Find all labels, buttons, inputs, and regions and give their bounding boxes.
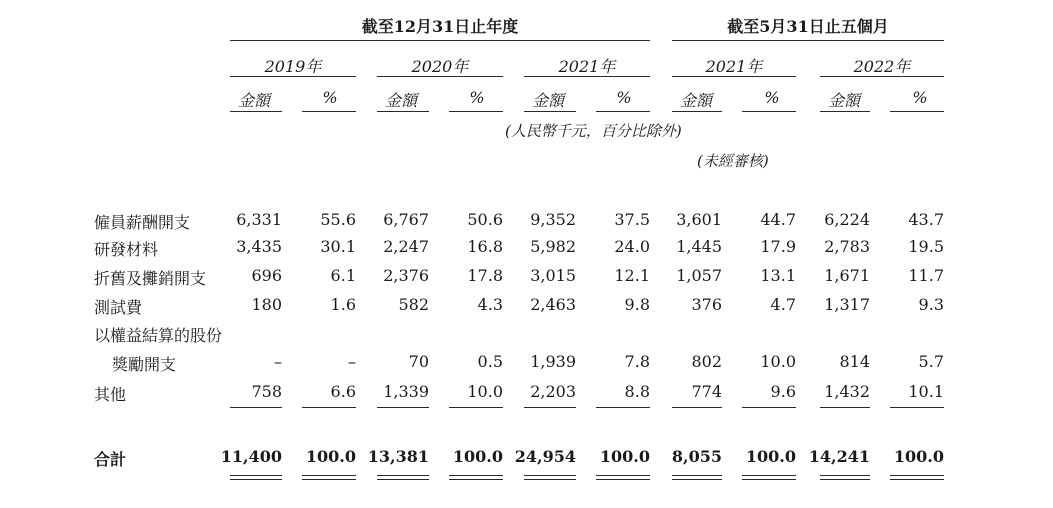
year-rule-2021-5m [672,76,796,77]
col-rule [449,111,503,112]
fiscal-year-group-rule [230,40,650,41]
table-row-0-cell-amount: 9,352 [530,210,576,229]
total-row-cell-pct: 100.0 [745,447,796,466]
table-row-0-cell-pct: 44.7 [760,210,796,229]
table-row-1-cell-amount: 2,783 [824,237,870,256]
table-row-1-cell-amount: 1,445 [676,237,722,256]
table-row-2-cell-pct: 12.1 [614,266,650,285]
total-double-rule [672,475,722,480]
subtotal-rule [742,407,796,408]
subtotal-rule [890,407,944,408]
year-rule-2020 [377,76,503,77]
five-month-group-rule [672,40,944,41]
table-row-5-cell-amount: 1,432 [824,382,870,401]
table-row-3-cell-pct: 9.3 [918,295,944,314]
col-rule [596,111,650,112]
year-rule-2019 [230,76,356,77]
table-row-1-cell-amount: 3,435 [236,237,282,256]
subtotal-rule [449,407,503,408]
total-double-rule [377,475,429,480]
table-row-0-cell-amount: 6,331 [236,210,282,229]
col-amount-header: 金額 [384,91,417,110]
table-row-2-cell-amount: 1,057 [676,266,722,285]
table-row-3-cell-amount: 376 [691,295,722,314]
table-row-1-cell-amount: 5,982 [530,237,576,256]
table-row-2-cell-pct: 17.8 [467,266,503,285]
col-pct-header: % [764,88,780,107]
table-row-1-cell-pct: 30.1 [320,237,356,256]
table-row-4-cell-amount: 802 [691,352,722,371]
year-header-2019: 2019年 [264,57,322,76]
total-row-cell-amount: 8,055 [671,447,722,466]
row-label-staff-costs: 僱員薪酬開支 [94,213,191,232]
table-row-4-cell-pct: 10.0 [760,352,796,371]
table-row-3-cell-amount: 2,463 [530,295,576,314]
col-amount-header: 金額 [531,91,564,110]
total-row-cell-pct: 100.0 [305,447,356,466]
total-double-rule [742,475,796,480]
table-row-4-cell-pct: – [348,352,356,371]
col-amount-header: 金額 [827,91,860,110]
fiscal-year-group-header: 截至12月31日止年度 [361,17,519,36]
col-rule [820,111,870,112]
table-row-3-cell-pct: 4.3 [477,295,503,314]
col-rule [377,111,429,112]
table-row-0-cell-amount: 3,601 [676,210,722,229]
table-row-0-cell-amount: 6,767 [383,210,429,229]
total-row-cell-pct: 100.0 [599,447,650,466]
row-label-share-based: 以權益結算的股份 [94,326,223,345]
total-double-rule [890,475,944,480]
total-row-cell-pct: 100.0 [452,447,503,466]
table-row-1-cell-pct: 16.8 [467,237,503,256]
unaudited-note: (未經審核) [697,152,769,170]
subtotal-rule [230,407,282,408]
subtotal-rule [524,407,576,408]
subtotal-rule [672,407,722,408]
col-rule [742,111,796,112]
table-row-5-cell-amount: 758 [251,382,282,401]
col-rule [890,111,944,112]
subtotal-rule [596,407,650,408]
col-rule [302,111,356,112]
table-row-0-cell-pct: 43.7 [908,210,944,229]
unit-note: (人民幣千元，百分比除外) [505,122,682,140]
table-row-2-cell-pct: 13.1 [760,266,796,285]
total-double-rule [596,475,650,480]
table-row-3-cell-amount: 180 [251,295,282,314]
table-row-0-cell-pct: 50.6 [467,210,503,229]
col-pct-header: % [322,88,338,107]
table-row-4-cell-pct: 7.8 [624,352,650,371]
table-row-5-cell-pct: 10.0 [467,382,503,401]
table-row-2-cell-amount: 3,015 [530,266,576,285]
year-rule-2021 [524,76,650,77]
row-label-others: 其他 [94,385,127,404]
subtotal-rule [377,407,429,408]
table-row-2-cell-pct: 11.7 [908,266,944,285]
table-row-5-cell-pct: 6.6 [330,382,356,401]
total-row-cell-pct: 100.0 [893,447,944,466]
row-label-rd-materials: 研發材料 [94,240,159,259]
table-row-5-cell-amount: 1,339 [383,382,429,401]
col-amount-header: 金額 [237,91,270,110]
col-rule [230,111,282,112]
total-row-cell-amount: 11,400 [220,447,282,466]
table-row-3-cell-pct: 9.8 [624,295,650,314]
table-row-2-cell-pct: 6.1 [330,266,356,285]
table-row-5-cell-pct: 8.8 [624,382,650,401]
table-row-4-cell-amount: – [274,352,282,371]
table-row-1-cell-pct: 19.5 [908,237,944,256]
table-row-4-cell-pct: 0.5 [477,352,503,371]
col-amount-header: 金額 [679,91,712,110]
table-row-5-cell-pct: 10.1 [908,382,944,401]
table-row-4-cell-amount: 70 [408,352,429,371]
col-pct-header: % [616,88,632,107]
subtotal-rule [302,407,356,408]
table-row-4-cell-amount: 814 [839,352,870,371]
total-double-rule [449,475,503,480]
five-month-group-header: 截至5月31日止五個月 [727,17,889,36]
total-double-rule [230,475,282,480]
year-header-2022-5m: 2022年 [853,57,911,76]
table-row-5-cell-amount: 774 [691,382,722,401]
table-row-4-cell-amount: 1,939 [530,352,576,371]
year-rule-2022-5m [820,76,944,77]
table-row-1-cell-pct: 24.0 [614,237,650,256]
col-pct-header: % [469,88,485,107]
table-row-1-cell-amount: 2,247 [383,237,429,256]
table-row-2-cell-amount: 2,376 [383,266,429,285]
table-row-0-cell-amount: 6,224 [824,210,870,229]
col-rule [524,111,576,112]
table-row-2-cell-amount: 696 [251,266,282,285]
total-row-cell-amount: 24,954 [514,447,576,466]
table-row-0-cell-pct: 55.6 [320,210,356,229]
year-header-2021-5m: 2021年 [705,57,763,76]
row-label-testing-fees: 測試費 [94,298,143,317]
table-row-1-cell-pct: 17.9 [760,237,796,256]
table-row-4-cell-pct: 5.7 [918,352,944,371]
total-double-rule [820,475,870,480]
table-row-3-cell-pct: 4.7 [770,295,796,314]
subtotal-rule [820,407,870,408]
total-double-rule [302,475,356,480]
year-header-2020: 2020年 [411,57,469,76]
total-row-cell-amount: 14,241 [808,447,870,466]
year-header-2021: 2021年 [558,57,616,76]
row-label-total: 合計 [94,450,127,469]
row-label-share-based-cont: 獎勵開支 [112,355,177,374]
total-row-cell-amount: 13,381 [367,447,429,466]
table-row-5-cell-amount: 2,203 [530,382,576,401]
total-double-rule [524,475,576,480]
table-row-0-cell-pct: 37.5 [614,210,650,229]
table-row-3-cell-amount: 582 [398,295,429,314]
table-row-2-cell-amount: 1,671 [824,266,870,285]
col-rule [672,111,722,112]
table-row-5-cell-pct: 9.6 [770,382,796,401]
row-label-depreciation: 折舊及攤銷開支 [94,269,207,288]
table-row-3-cell-amount: 1,317 [824,295,870,314]
col-pct-header: % [912,88,928,107]
table-row-3-cell-pct: 1.6 [330,295,356,314]
